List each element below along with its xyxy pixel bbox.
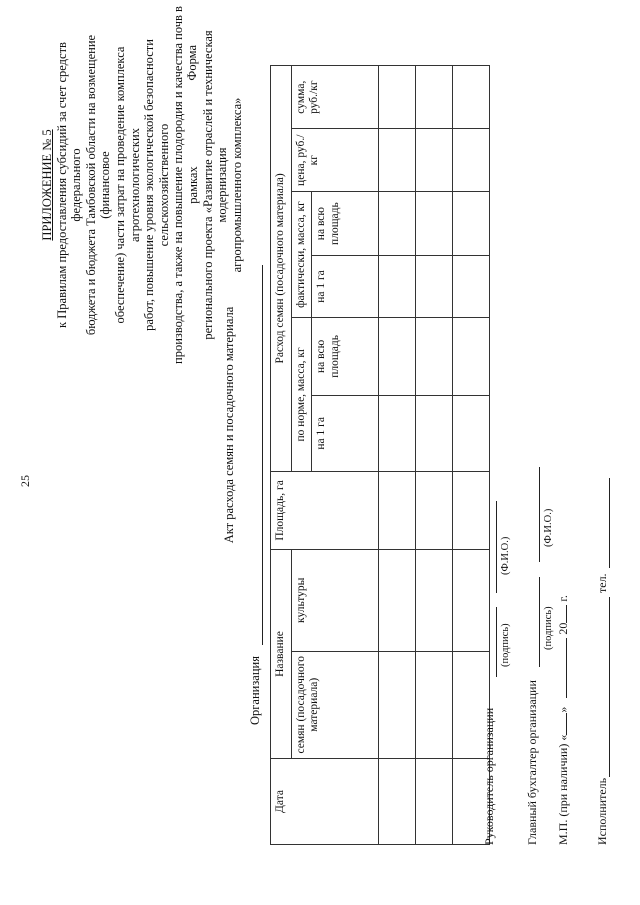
table-cell[interactable] <box>453 317 490 395</box>
table-cell[interactable] <box>379 550 416 651</box>
header-norm-total: на всю площадь <box>312 317 379 395</box>
header-actual: фактически, масса, кг <box>291 192 312 318</box>
year-field[interactable] <box>566 605 567 623</box>
header-crop: культуры <box>291 550 379 651</box>
head-signature-line[interactable] <box>496 607 497 677</box>
document-title: Акт расхода семян и посадочного материала <box>222 306 236 544</box>
table-cell[interactable] <box>453 66 490 129</box>
appendix-line: регионального проекта «Развитие отраслей и техническая модернизация <box>200 30 230 340</box>
table-cell[interactable] <box>416 192 453 256</box>
header-actual-per-ha: на 1 га <box>312 256 379 318</box>
organization-field[interactable] <box>262 265 263 645</box>
accountant-fio-caption: (Ф.И.О.) <box>543 508 554 547</box>
table-cell[interactable] <box>379 651 416 758</box>
appendix-line: бюджета и бюджета Тамбовской области на возмещение (финансовое <box>83 34 113 336</box>
phone-line[interactable] <box>609 478 610 568</box>
chief-accountant-label: Главный бухгалтер организации <box>525 680 539 845</box>
table-cell[interactable] <box>379 395 416 471</box>
year-prefix: 20 <box>556 622 570 635</box>
appendix-title: ПРИЛОЖЕНИЕ № 5 <box>40 129 54 241</box>
appendix-line: агропромышленного комплекса» <box>229 97 244 273</box>
table-cell[interactable] <box>453 256 490 318</box>
executor-label: Исполнитель <box>595 777 609 845</box>
organization-label: Организация <box>248 656 262 725</box>
table-cell[interactable] <box>416 317 453 395</box>
page-number: 25 <box>18 475 32 487</box>
header-date: Дата <box>271 758 379 844</box>
table-row <box>379 66 416 845</box>
executor-line[interactable] <box>609 597 610 777</box>
stamp-close: » <box>556 706 570 713</box>
table-cell[interactable] <box>379 256 416 318</box>
table-cell[interactable] <box>416 256 453 318</box>
table-cell[interactable] <box>379 129 416 192</box>
header-seeds: семян (посадочного материала) <box>291 651 379 758</box>
appendix-line: работ, повышение уровня экологической безопасности сельскохозяйственного <box>142 39 171 331</box>
head-fio-caption: (Ф.И.О.) <box>500 536 511 575</box>
stamp-text: М.П. (при наличии) « <box>556 734 570 845</box>
header-sum: сумма, руб./кг <box>291 66 379 129</box>
table-cell[interactable] <box>416 550 453 651</box>
table-cell[interactable] <box>416 129 453 192</box>
head-fio-line[interactable] <box>496 501 497 593</box>
head-signature-caption: (подпись) <box>500 623 511 667</box>
appendix-header <box>40 5 244 365</box>
table-cell[interactable] <box>416 651 453 758</box>
month-field[interactable] <box>566 638 567 698</box>
table-cell[interactable] <box>453 192 490 256</box>
table-cell[interactable] <box>379 317 416 395</box>
table-cell[interactable] <box>453 550 490 651</box>
day-field[interactable] <box>566 713 567 735</box>
phone-label: тел. <box>595 573 609 593</box>
table-cell[interactable] <box>379 758 416 844</box>
header-name: Название <box>271 550 292 759</box>
table-cell[interactable] <box>416 758 453 844</box>
table-row <box>416 66 453 845</box>
appendix-line: обеспечение) части затрат на проведение комплекса агротехнологических <box>112 46 142 324</box>
header-area: Площадь, га <box>271 471 379 549</box>
table-cell[interactable] <box>379 66 416 129</box>
year-suffix: г. <box>556 595 570 602</box>
table-cell[interactable] <box>379 471 416 549</box>
seed-consumption-table <box>270 65 490 845</box>
header-norm: по норме, масса, кг <box>291 317 312 471</box>
appendix-line: к Правилам предоставления субсидий за счет средств федерального <box>54 42 84 328</box>
form-label: Форма <box>185 45 199 81</box>
table-cell[interactable] <box>416 471 453 549</box>
header-norm-per-ha: на 1 га <box>312 395 379 471</box>
table-cell[interactable] <box>416 395 453 471</box>
table-cell[interactable] <box>453 395 490 471</box>
table-cell[interactable] <box>453 129 490 192</box>
accountant-fio-line[interactable] <box>539 467 540 562</box>
accountant-signature-caption: (подпись) <box>543 606 554 650</box>
head-label: Руководитель организации <box>482 707 496 845</box>
table-cell[interactable] <box>416 66 453 129</box>
header-consumption: Расход семян (посадочного материала) <box>271 66 292 472</box>
accountant-signature-line[interactable] <box>539 577 540 667</box>
table-cell[interactable] <box>453 471 490 549</box>
header-actual-total: на всю площадь <box>312 192 379 256</box>
appendix-line: производства, а также на повышение плодородия и качества почв в рамках <box>171 6 200 364</box>
header-price: цена, руб./кг <box>291 129 379 192</box>
stamp-label <box>556 595 571 845</box>
table-cell[interactable] <box>379 192 416 256</box>
